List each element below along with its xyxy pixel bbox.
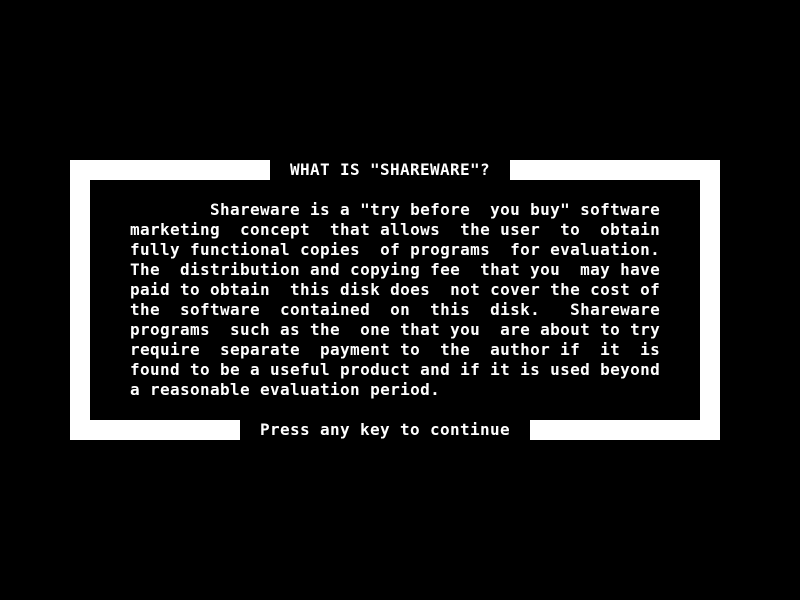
dialog-frame [70,160,720,440]
body-text-line: found to be a useful product and if it is used beyond [130,360,661,379]
body-text-line: The distribution and copying fee that you may have [130,260,661,279]
body-text-line: programs such as the one that you are about to try [130,320,661,339]
body-text-line: require separate payment to the author if it is [130,340,661,359]
body-text-line: fully functional copies of programs for evaluation. [130,240,661,259]
body-text-line: marketing concept that allows the user to obtain [130,220,661,239]
continue-prompt[interactable]: Press any key to continue [240,420,530,440]
dialog-title: WHAT IS "SHAREWARE"? [270,160,510,180]
body-text-line: Shareware is a "try before you buy" software [130,200,661,219]
body-text-line: paid to obtain this disk does not cover the cost of [130,280,661,299]
dialog-body-area [90,180,700,420]
body-text-line: the software contained on this disk. Shareware [130,300,661,319]
body-text-line: a reasonable evaluation period. [130,380,441,399]
